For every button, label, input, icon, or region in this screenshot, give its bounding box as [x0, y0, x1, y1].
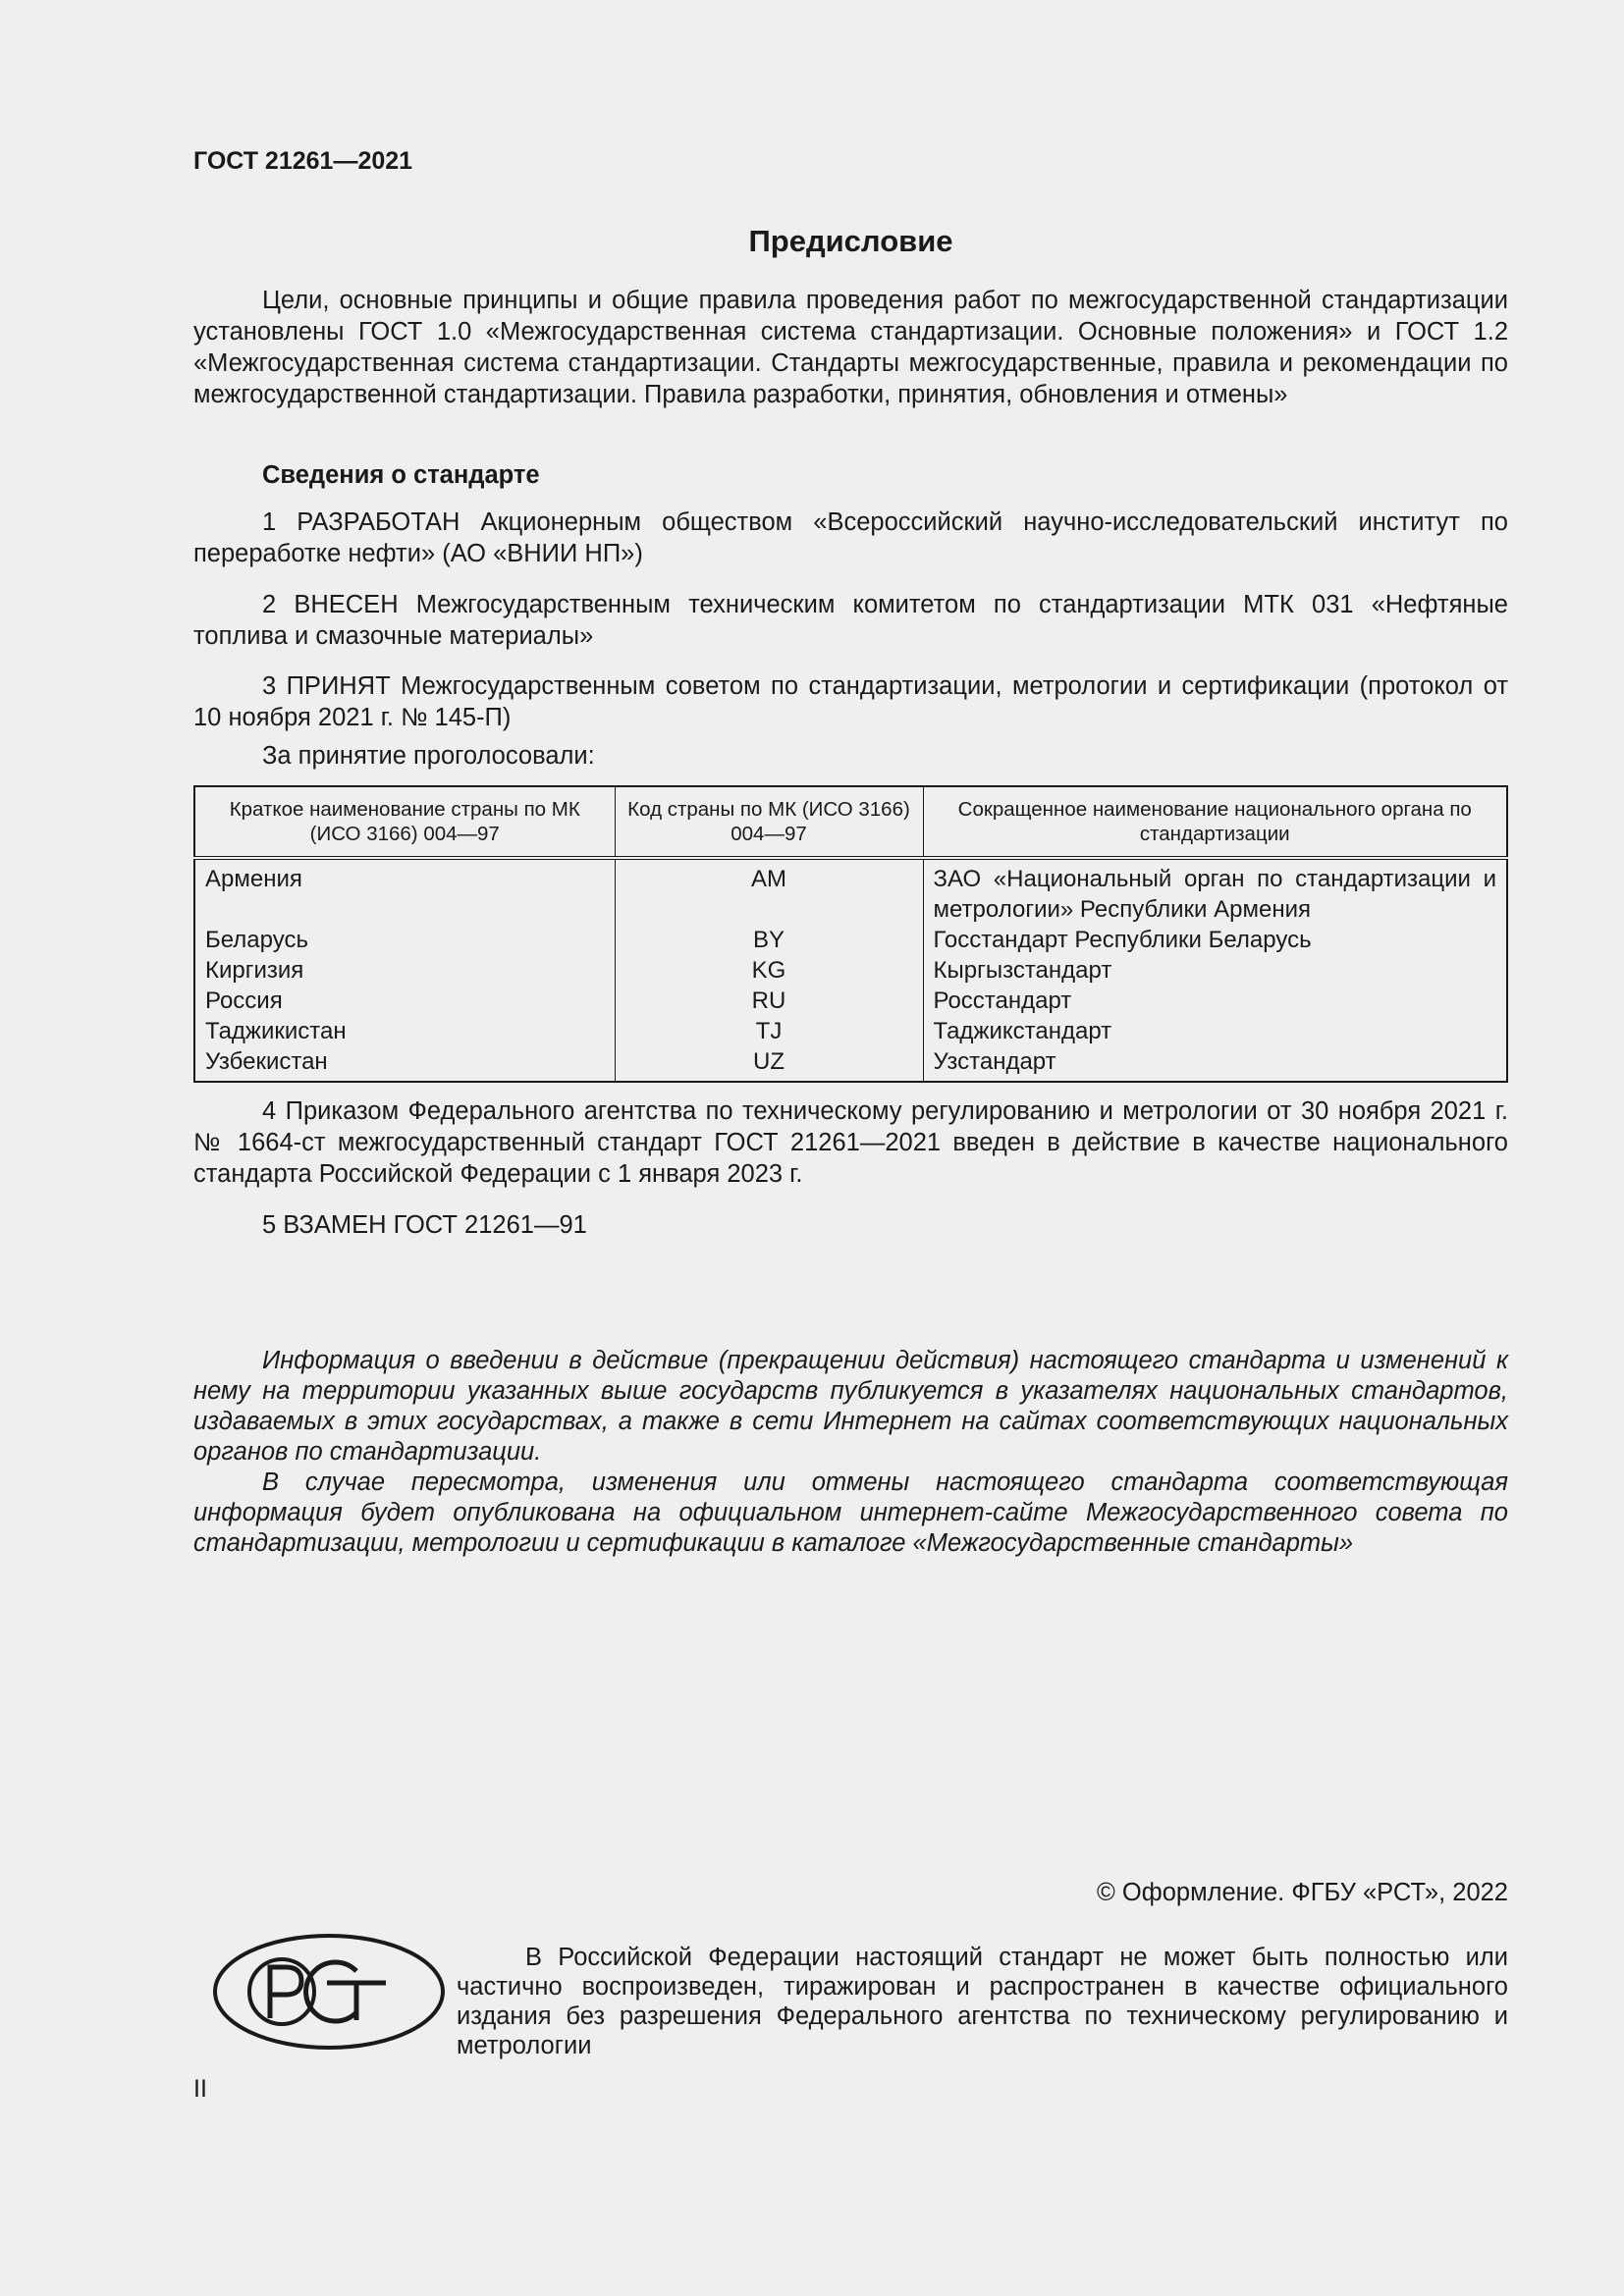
- country-cell: Армения: [194, 858, 615, 925]
- copyright-line: © Оформление. ФГБУ «РСТ», 2022: [1097, 1879, 1508, 1906]
- item-1-block: [193, 507, 1508, 569]
- country-cell: Таджикистан: [194, 1016, 615, 1046]
- section-heading: Сведения о стандарте: [262, 461, 540, 489]
- info-paragraph-2: В случае пересмотра, изменения или отмены настоящего стандарта соответствующая информация будет опубликована на официальном интернет-сайте Межгосударственного совета по стандартизации, метрологии и сертификации в каталоге «Межгосударственные стандарты»: [193, 1468, 1508, 1557]
- body-cell: Росстандарт: [933, 988, 1072, 1014]
- rst-logo-icon: [211, 1932, 447, 2052]
- code-cell: BY: [615, 925, 923, 955]
- table-row: [194, 1046, 1507, 1082]
- notice-paragraph: В Российской Федерации настоящий стандарт не может быть полностью или частично воспроизведен, тиражирован и распространен в качестве официального издания без разрешения Федерального агентства по техническому регулированию и метрологии: [457, 1944, 1508, 2059]
- table-header-body: Сокращенное наименование национального органа по стандартизации: [923, 786, 1507, 858]
- item-4-paragraph: 4 Приказом Федерального агентства по техническому регулированию и метрологии от 30 ноября 2021 г. № 1664-ст межгосударственный стандарт ГОСТ 21261—2021 введен в действие в качестве национального стандарта Российской Федерации с 1 января 2023 г.: [193, 1097, 1508, 1188]
- item-3-paragraph: 3 ПРИНЯТ Межгосударственным советом по стандартизации, метрологии и сертификации (протокол от 10 ноября 2021 г. № 145-П): [193, 672, 1508, 731]
- page-title: Предисловие: [748, 224, 953, 258]
- item-5-line: 5 ВЗАМЕН ГОСТ 21261—91: [262, 1211, 587, 1239]
- code-cell: AM: [615, 858, 923, 925]
- country-cell: Узбекистан: [194, 1046, 615, 1082]
- table-header-country: Краткое наименование страны по МК (ИСО 3166) 004—97: [194, 786, 615, 858]
- country-cell: Беларусь: [194, 925, 615, 955]
- voted-label: За принятие проголосовали:: [262, 742, 595, 770]
- code-cell: KG: [615, 955, 923, 986]
- document-page: [193, 0, 1508, 2296]
- page-number: II: [193, 2075, 207, 2103]
- info-block: [193, 1346, 1508, 1559]
- copyright-notice: [457, 1943, 1508, 2060]
- table-row: [194, 986, 1507, 1016]
- table-row: [194, 925, 1507, 955]
- intro-paragraph: Цели, основные принципы и общие правила проведения работ по межгосударственной стандартизации установлены ГОСТ 1.0 «Межгосударственная система стандартизации. Основные положения» и ГОСТ 1.2 «Межгосударственная система стандартизации. Стандарты межгосударственные, правила и рекомендации по межгосударственной стандартизации. Правила разработки, принятия, обновления и отмены»: [193, 287, 1508, 408]
- table-row: [194, 858, 1507, 925]
- body-cell: Узстандарт: [933, 1048, 1056, 1075]
- code-cell: TJ: [615, 1016, 923, 1046]
- body-cell: ЗАО «Национальный орган по стандартизации и метрологии» Республики Армения: [933, 866, 1496, 923]
- item-2-paragraph: 2 ВНЕСЕН Межгосударственным техническим комитетом по стандартизации МТК 031 «Нефтяные топлива и смазочные материалы»: [193, 591, 1508, 650]
- code-cell: RU: [615, 986, 923, 1016]
- item-1-paragraph: 1 РАЗРАБОТАН Акционерным обществом «Всероссийский научно-исследовательский институт по переработке нефти» (АО «ВНИИ НП»): [193, 508, 1508, 567]
- voting-countries-table: [193, 785, 1508, 1083]
- body-cell: Таджикстандарт: [933, 1018, 1112, 1044]
- item-2-block: [193, 589, 1508, 652]
- code-cell: UZ: [615, 1046, 923, 1082]
- table-header-code: Код страны по МК (ИСО 3166) 004—97: [615, 786, 923, 858]
- table-row: [194, 1016, 1507, 1046]
- standard-code-header: ГОСТ 21261—2021: [193, 147, 413, 175]
- body-cell: Кыргызстандарт: [933, 957, 1112, 984]
- body-cell: Госстандарт Республики Беларусь: [933, 927, 1312, 953]
- country-cell: Киргизия: [194, 955, 615, 986]
- table-row: [194, 955, 1507, 986]
- item-3-block: [193, 670, 1508, 733]
- table-header-row: [194, 786, 1507, 858]
- item-4-block: [193, 1095, 1508, 1190]
- country-cell: Россия: [194, 986, 615, 1016]
- intro-paragraph-block: [193, 285, 1508, 410]
- info-paragraph-1: Информация о введении в действие (прекращении действия) настоящего стандарта и изменений к нему на территории указанных выше государств публикуется в указателях национальных стандартов, издаваемых в этих государствах, а также в сети Интернет на сайтах соответствующих национальных органов по стандартизации.: [193, 1347, 1508, 1466]
